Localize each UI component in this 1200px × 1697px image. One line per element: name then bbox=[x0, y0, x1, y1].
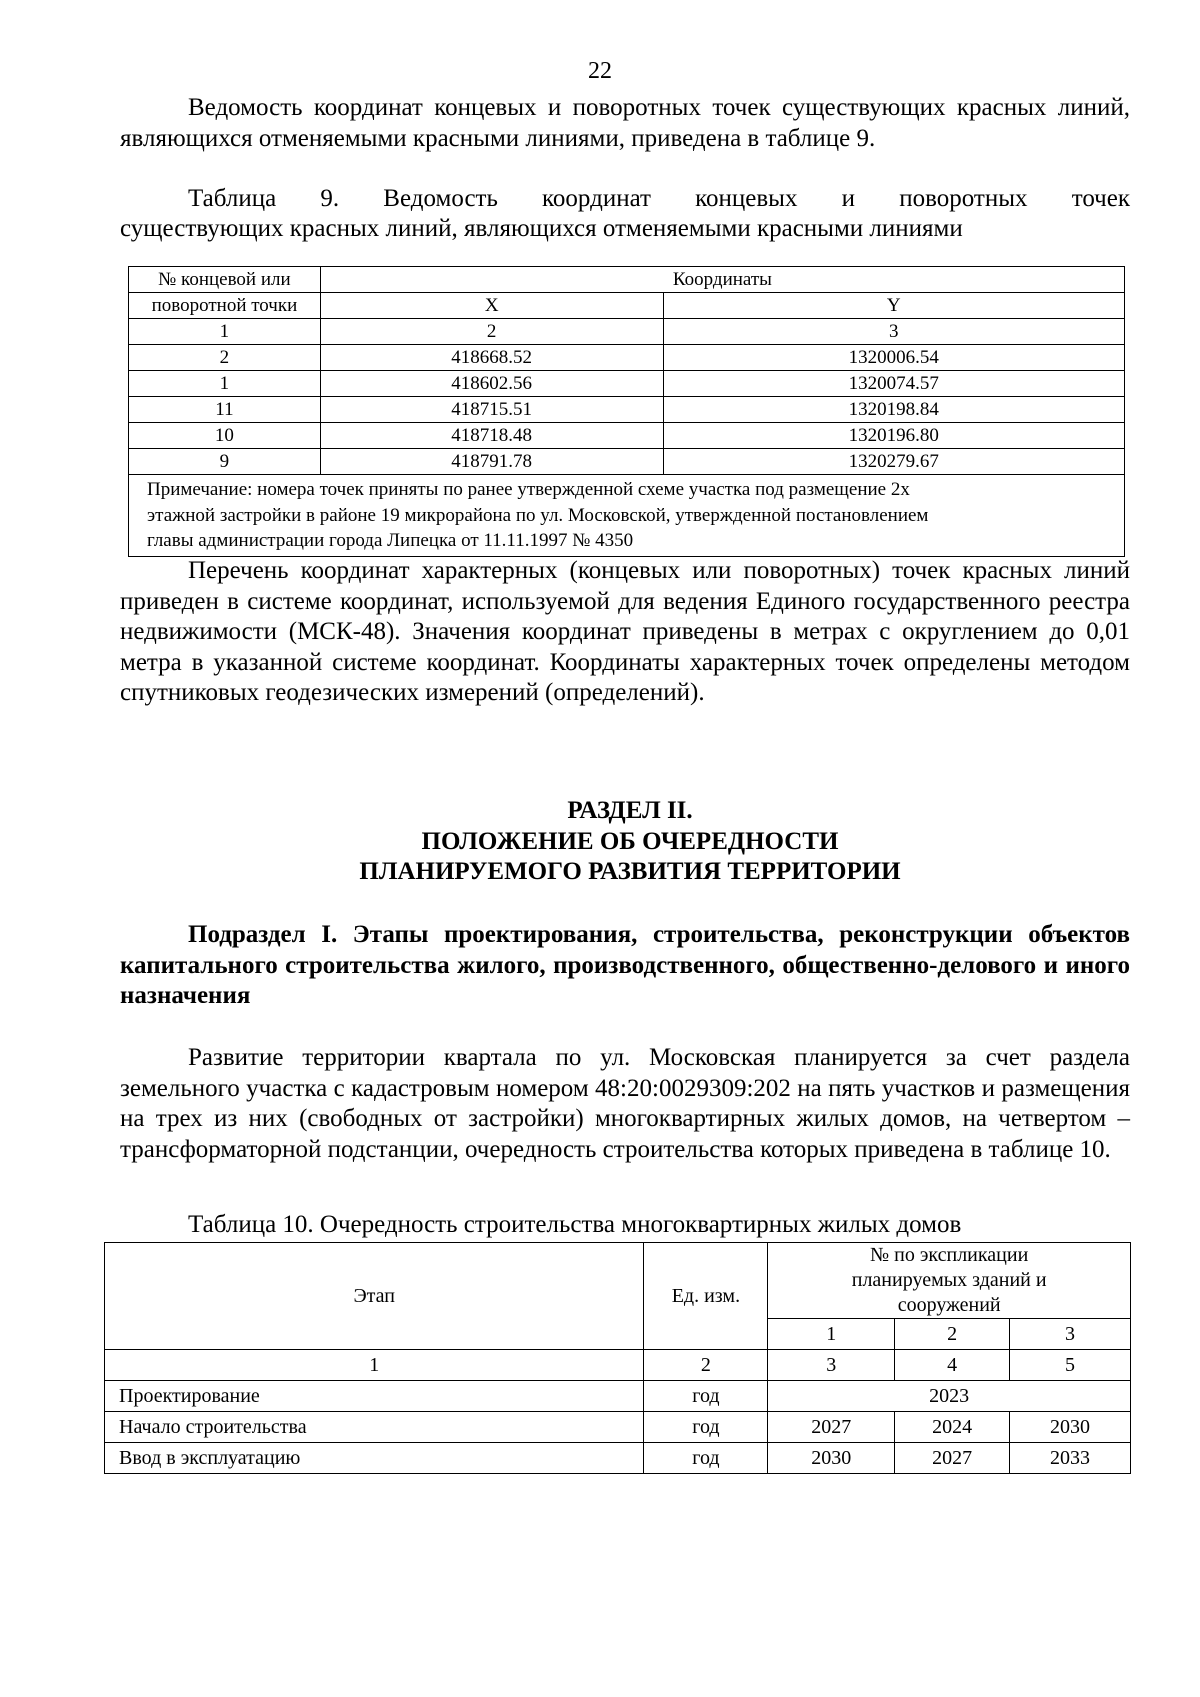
page-number: 22 bbox=[588, 58, 612, 84]
subsection-title-block bbox=[120, 920, 1130, 1012]
table9-col-numbers-row bbox=[129, 319, 1125, 345]
table9-note-line3: главы администрации города Липецка от 11.11.1997 № 4350 bbox=[147, 530, 634, 551]
table9-point: 10 bbox=[129, 423, 321, 449]
table10-design-year: 2023 bbox=[768, 1381, 1131, 1412]
table10-building-number: 1 bbox=[768, 1319, 895, 1350]
table9-y: 1320198.84 bbox=[663, 397, 1125, 423]
table10-col-number: 4 bbox=[895, 1350, 1010, 1381]
table10-caption: Таблица 10. Очередность строительства многоквартирных жилых домов bbox=[188, 1211, 962, 1238]
table10-building-number: 2 bbox=[895, 1319, 1010, 1350]
table-row bbox=[129, 345, 1125, 371]
table10-col-numbers-row bbox=[105, 1350, 1131, 1381]
table9-x: 418791.78 bbox=[320, 449, 663, 475]
table9-header-y: Y bbox=[663, 293, 1125, 319]
coords-paragraph-block bbox=[120, 556, 1130, 709]
table9-y: 1320074.57 bbox=[663, 371, 1125, 397]
table10-header-unit: Ед. изм. bbox=[644, 1243, 768, 1350]
table10-header-expl bbox=[768, 1243, 1131, 1319]
table9-col-number: 3 bbox=[663, 319, 1125, 345]
table9-col-number: 2 bbox=[320, 319, 663, 345]
development-paragraph-block bbox=[120, 1043, 1130, 1165]
table10-col-number: 5 bbox=[1010, 1350, 1131, 1381]
table9-caption-line1: Таблица 9. Ведомость координат концевых и поворотных точек bbox=[188, 185, 1130, 212]
table10-unit: год bbox=[644, 1412, 768, 1443]
table10-header-expl-line2: планируемых зданий и bbox=[851, 1269, 1047, 1291]
table10-year: 2027 bbox=[768, 1412, 895, 1443]
section-title-line1: РАЗДЕЛ II. bbox=[567, 797, 693, 824]
table-row bbox=[129, 371, 1125, 397]
table9-y: 1320196.80 bbox=[663, 423, 1125, 449]
table9-x: 418668.52 bbox=[320, 345, 663, 371]
table9-header-coords: Координаты bbox=[320, 267, 1124, 293]
subsection-title: Подраздел I. Этапы проектирования, строительства, реконструкции объектов капитального строительства жилого, производственного, общественно-делового и иного назначения bbox=[120, 921, 1130, 1009]
table9-header-point-line1: № концевой или bbox=[129, 267, 321, 293]
table-row bbox=[129, 397, 1125, 423]
table9-caption-line2: существующих красных линий, являющихся отменяемыми красными линиями bbox=[120, 215, 963, 242]
table9-x: 418602.56 bbox=[320, 371, 663, 397]
table9-col-number: 1 bbox=[129, 319, 321, 345]
table10-year: 2027 bbox=[895, 1443, 1010, 1474]
table9-note-line1: Примечание: номера точек приняты по ранее утвержденной схеме участка под размещение 2х bbox=[147, 479, 910, 500]
table9-x: 418715.51 bbox=[320, 397, 663, 423]
table-row bbox=[129, 423, 1125, 449]
table9-point: 9 bbox=[129, 449, 321, 475]
table9-y: 1320279.67 bbox=[663, 449, 1125, 475]
table10-year: 2024 bbox=[895, 1412, 1010, 1443]
table9-y: 1320006.54 bbox=[663, 345, 1125, 371]
table9-header-point-line2: поворотной точки bbox=[129, 293, 321, 319]
table-row bbox=[129, 449, 1125, 475]
table10-header-expl-line3: сооружений bbox=[897, 1294, 1001, 1316]
table9-header-x: X bbox=[320, 293, 663, 319]
section-title-line2: ПОЛОЖЕНИЕ ОБ ОЧЕРЕДНОСТИ bbox=[421, 827, 839, 855]
table-row bbox=[105, 1412, 1131, 1443]
table10-stage: Начало строительства bbox=[105, 1412, 644, 1443]
table10-col-number: 2 bbox=[644, 1350, 768, 1381]
development-paragraph: Развитие территории квартала по ул. Московская планируется за счет раздела земельного участка с кадастровым номером 48:20:0029309:202 на пять участков и размещения на трех из них (свободных от застройки) многоквартирных жилых домов, на четвертом – трансформаторной подстанции, очередность строительства которых приведена в таблице 10. bbox=[120, 1044, 1130, 1163]
table-row bbox=[105, 1381, 1131, 1412]
table10-col-number: 3 bbox=[768, 1350, 895, 1381]
section-title bbox=[0, 796, 1200, 888]
coords-paragraph: Перечень координат характерных (концевых или поворотных) точек красных линий приведен в системе координат, используемой для ведения Единого государственного реестра недвижимости (МСК-48). Значения координат приведены в метрах с округлением до 0,01 метра в указанной системе координат. Координаты характерных точек определены методом спутниковых геодезических измерений (определений). bbox=[120, 557, 1130, 706]
table10-year: 2030 bbox=[1010, 1412, 1131, 1443]
table10-year: 2033 bbox=[1010, 1443, 1131, 1474]
table9-note bbox=[129, 475, 1125, 557]
intro-paragraph: Ведомость координат концевых и поворотных точек существующих красных линий, являющихся отменяемыми красными линиями, приведена в таблице 9. bbox=[120, 94, 1130, 152]
intro-paragraph-block bbox=[120, 93, 1130, 154]
table9-note-line2: этажной застройки в районе 19 микрорайона по ул. Московской, утвержденной постановлением bbox=[147, 504, 929, 526]
table9-point: 2 bbox=[129, 345, 321, 371]
table9-x: 418718.48 bbox=[320, 423, 663, 449]
table10-col-number: 1 bbox=[105, 1350, 644, 1381]
table10-header-stage: Этап bbox=[105, 1243, 644, 1350]
table9-point: 11 bbox=[129, 397, 321, 423]
table9 bbox=[128, 266, 1125, 557]
table10 bbox=[104, 1242, 1131, 1474]
table10-unit: год bbox=[644, 1443, 768, 1474]
table10-year: 2030 bbox=[768, 1443, 895, 1474]
table-row bbox=[105, 1443, 1131, 1474]
table10-stage: Ввод в эксплуатацию bbox=[105, 1443, 644, 1474]
table10-building-number: 3 bbox=[1010, 1319, 1131, 1350]
table10-header-expl-line1: № по экспликации bbox=[870, 1244, 1029, 1266]
section-title-line3: ПЛАНИРУЕМОГО РАЗВИТИЯ ТЕРРИТОРИИ bbox=[359, 858, 901, 885]
table9-point: 1 bbox=[129, 371, 321, 397]
table10-unit: год bbox=[644, 1381, 768, 1412]
table10-stage: Проектирование bbox=[105, 1381, 644, 1412]
